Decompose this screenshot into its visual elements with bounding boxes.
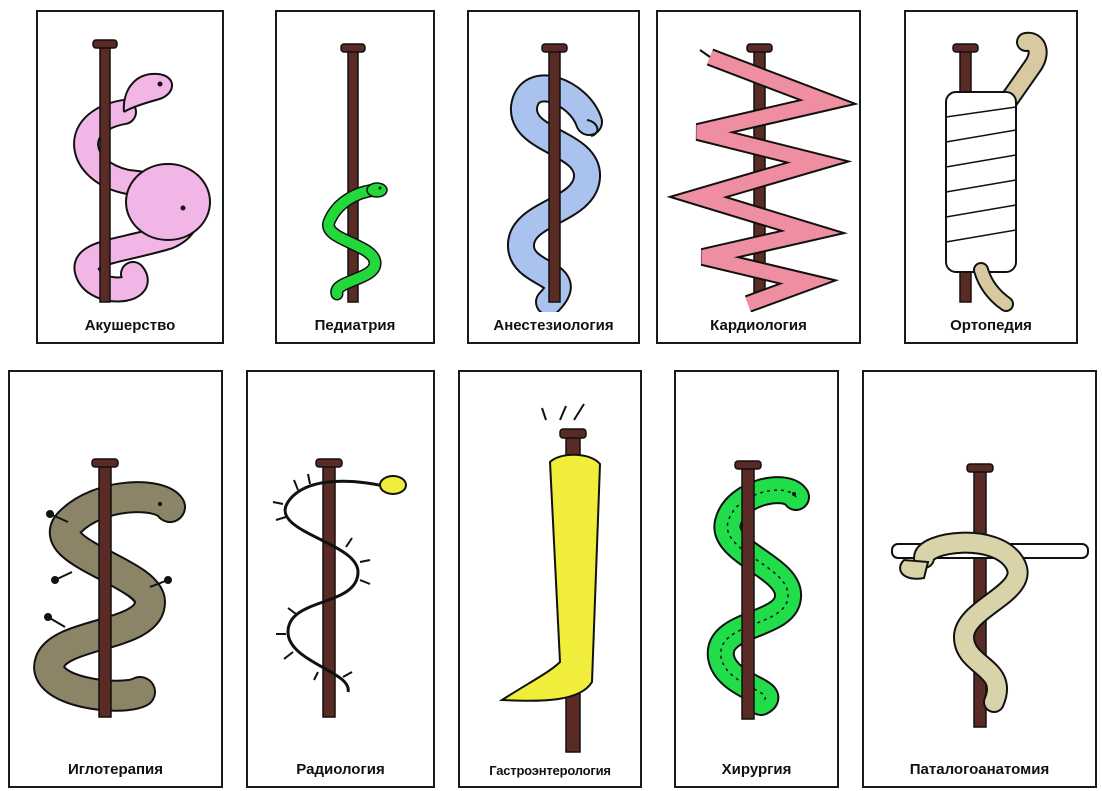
panel-label: Хирургия (721, 761, 792, 778)
needles-snake-icon (10, 372, 221, 757)
panel-anesthesiology (467, 10, 640, 344)
sleeping-snake-icon (469, 12, 638, 312)
panel-obstetrics (36, 10, 224, 344)
panel-pathology (862, 370, 1097, 788)
small-snake-icon (277, 12, 433, 312)
panel-pediatrics (275, 10, 435, 344)
stitched-snake-icon (676, 372, 837, 757)
panel-label: Анестезиология (493, 317, 614, 334)
zigzag-snake-icon (658, 12, 859, 312)
panel-label: Ортопедия (950, 317, 1032, 334)
panel-label: Радиология (296, 761, 385, 778)
panel-acupuncture (8, 370, 223, 788)
panel-label: Педиатрия (314, 317, 396, 334)
bandaged-snake-icon (906, 12, 1076, 312)
panel-label: Кардиология (710, 317, 807, 334)
panel-label: Гастроэнтерология (489, 763, 611, 778)
panel-gastroenterology (458, 370, 642, 788)
panel-cardiology (656, 10, 861, 344)
skeleton-snake-icon (248, 372, 433, 757)
panel-orthopedics (904, 10, 1078, 344)
dead-snake-icon (864, 372, 1095, 757)
panel-label: Иглотерапия (67, 761, 163, 778)
pregnant-snake-icon (38, 12, 222, 312)
swallowed-staff-icon (460, 372, 640, 757)
panel-label: Паталогоанатомия (909, 761, 1050, 778)
panel-radiology (246, 370, 435, 788)
panel-label: Акушерство (84, 317, 176, 334)
panel-surgery (674, 370, 839, 788)
